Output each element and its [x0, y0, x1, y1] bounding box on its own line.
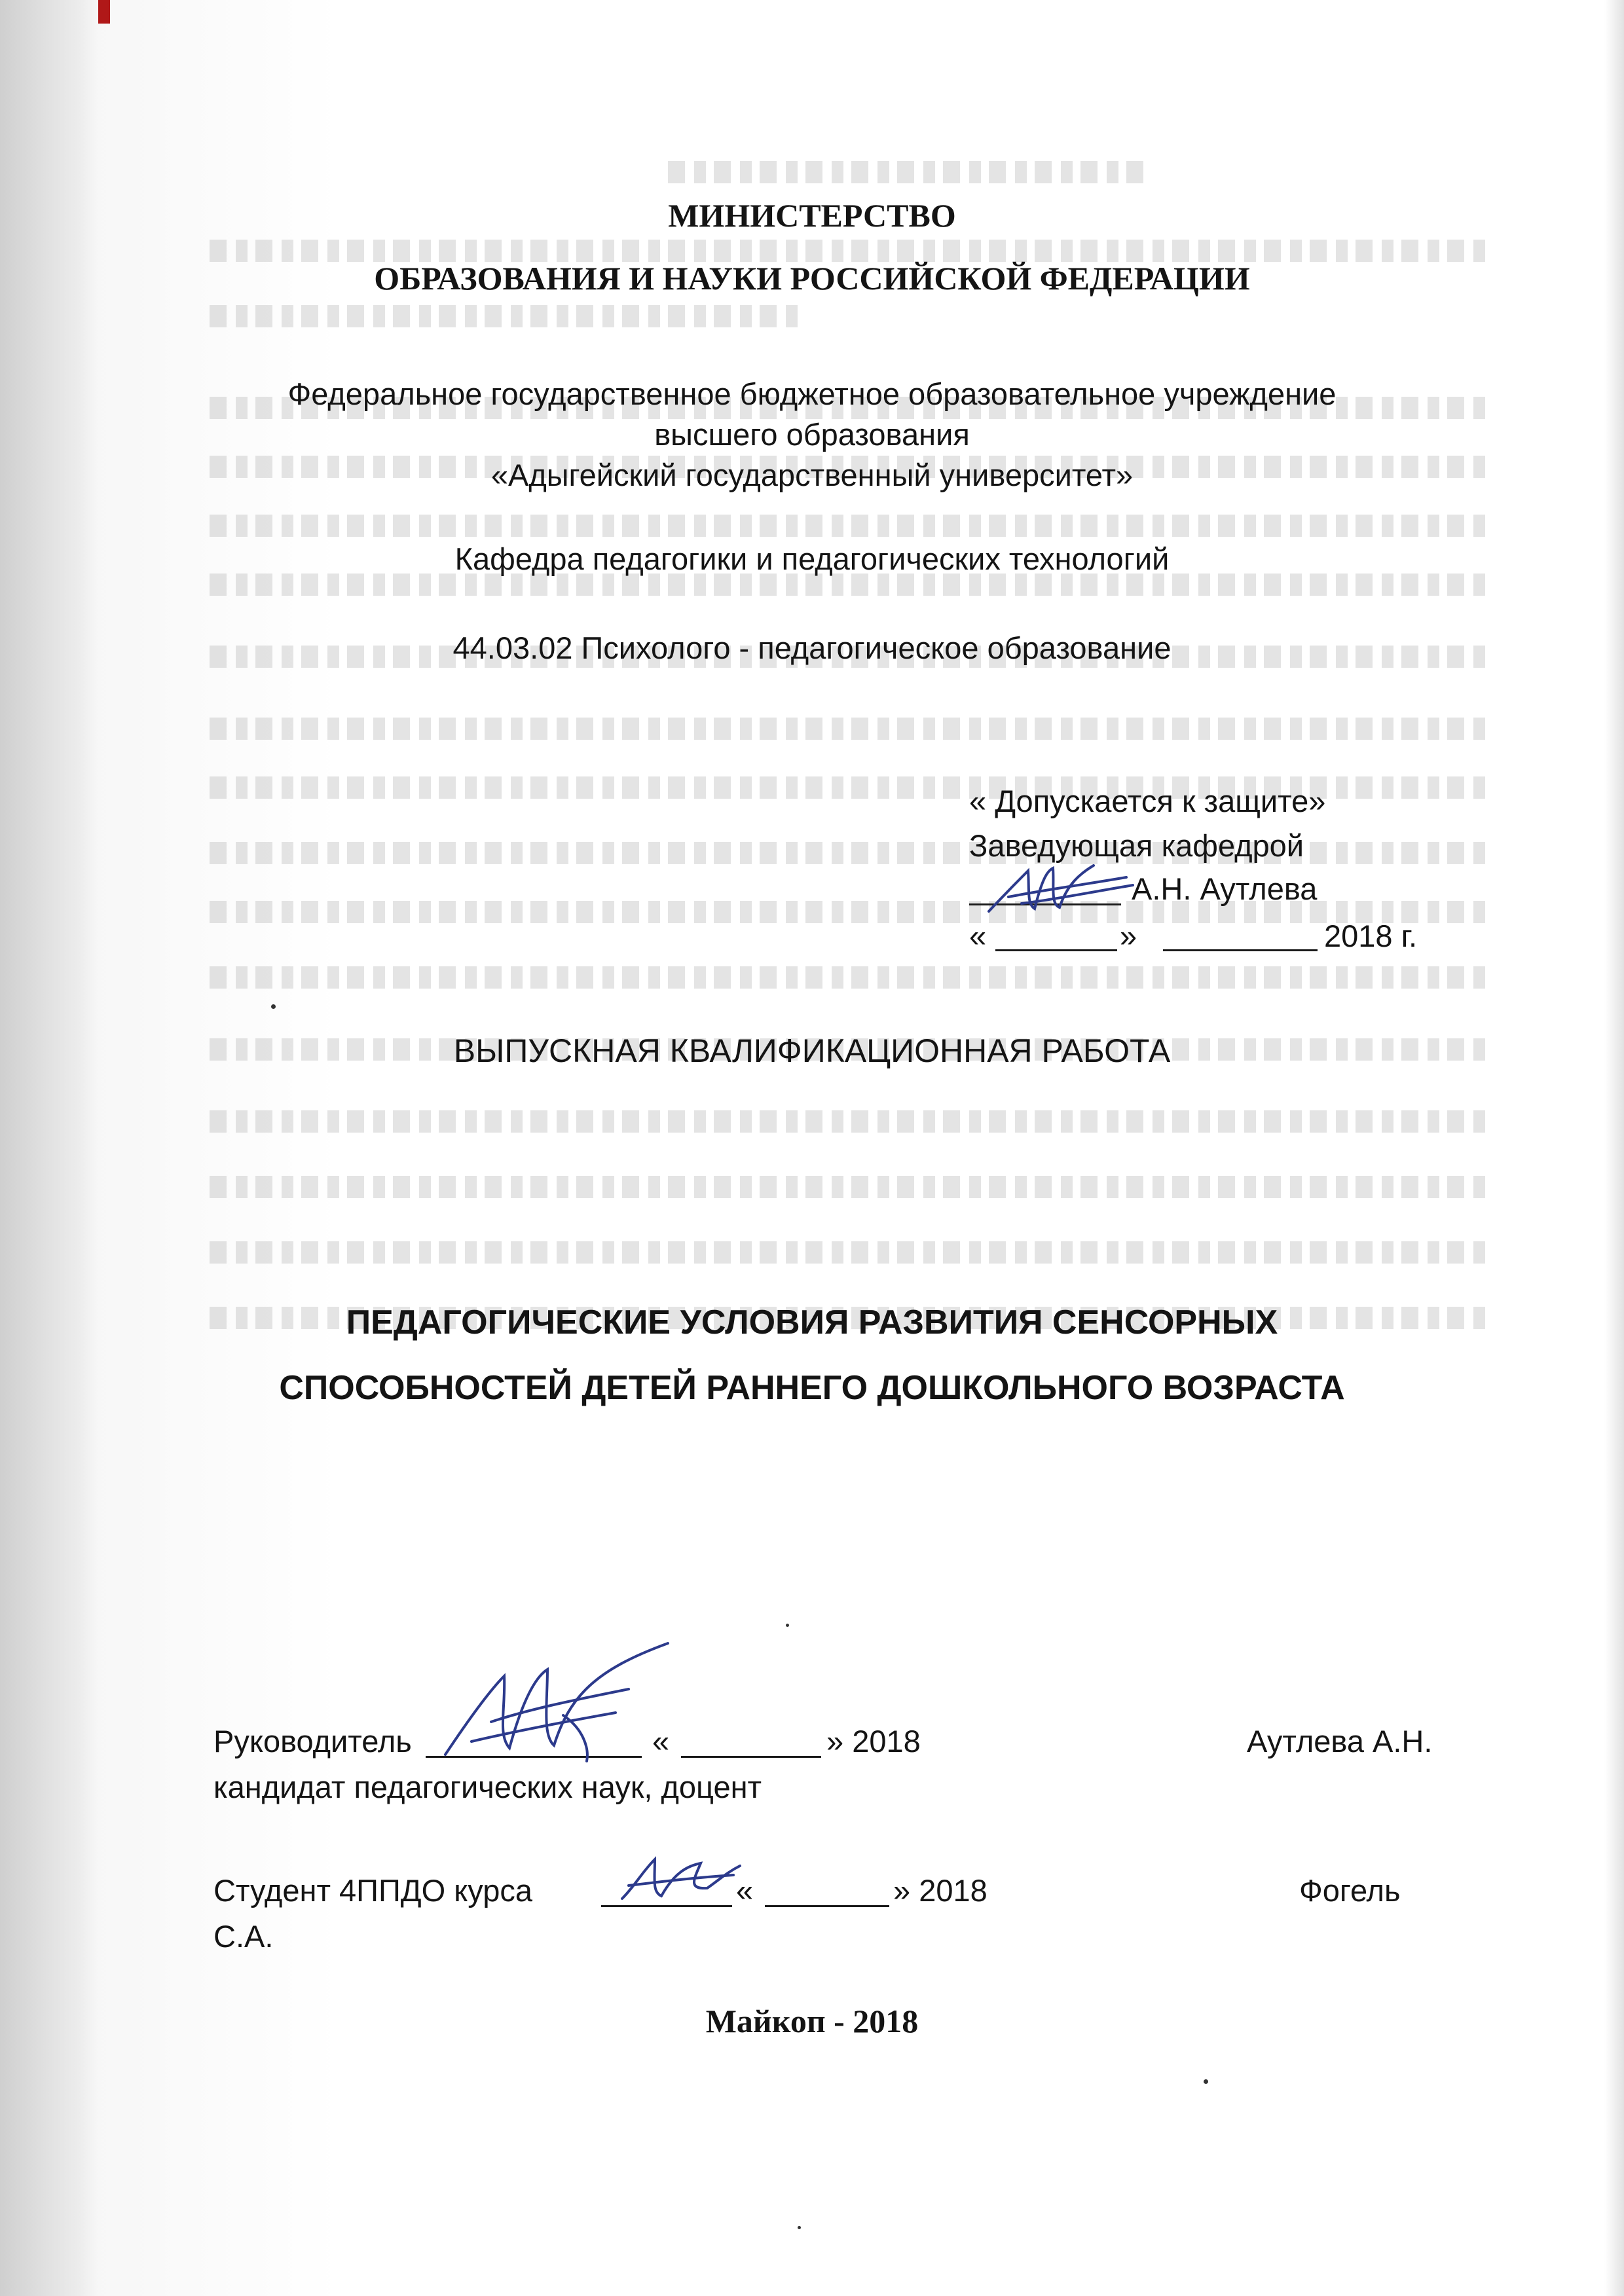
student-signature [616, 1846, 747, 1912]
approval-position: Заведующая кафедрой [969, 828, 1304, 863]
department-name: Кафедра педагогики и педагогических технологий [454, 541, 1170, 576]
city-year: Майкоп - 2018 [705, 2003, 919, 2039]
binding-shadow [0, 0, 98, 2296]
approval-date-open-quote: « [969, 919, 987, 953]
scan-speck [271, 1004, 276, 1009]
approval-date-close-quote: » [1120, 919, 1137, 953]
student-initials: С.А. [213, 1919, 274, 1954]
approval-month-line [1163, 949, 1318, 951]
student-date-line [765, 1905, 889, 1907]
thesis-title-line-1: ПЕДАГОГИЧЕСКИЕ УСЛОВИЯ РАЗВИТИЯ СЕНСОРНЫХ [346, 1303, 1278, 1341]
supervisor-date-open: « [652, 1724, 670, 1758]
scan-speck [798, 2226, 801, 2229]
ministry-line-2: ОБРАЗОВАНИЯ И НАУКИ РОССИЙСКОЙ ФЕДЕРАЦИИ [374, 260, 1250, 297]
approval-day-line [995, 949, 1117, 951]
ministry-line-1: МИНИСТЕРСТВО [668, 197, 956, 234]
approval-title: « Допускается к защите» [969, 784, 1326, 818]
supervisor-name: Аутлева А.Н. [1247, 1724, 1433, 1758]
student-surname: Фогель [1299, 1873, 1401, 1908]
corner-mark [98, 0, 110, 24]
university-name: «Адыгейский государственный университет» [490, 458, 1134, 492]
work-type: ВЫПУСКНАЯ КВАЛИФИКАЦИОННАЯ РАБОТА [453, 1032, 1171, 1069]
program-name: 44.03.02 Психолого - педагогическое образование [452, 630, 1172, 665]
institution-type: Федеральное государственное бюджетное образовательное учреждение [287, 376, 1337, 411]
student-label: Студент 4ППДО курса [213, 1873, 533, 1908]
supervisor-signature [432, 1637, 681, 1768]
education-level: высшего образования [654, 417, 970, 452]
thesis-title-line-2: СПОСОБНОСТЕЙ ДЕТЕЙ РАННЕГО ДОШКОЛЬНОГО ВОЗРАСТА [279, 1369, 1345, 1407]
approval-head-name: А.Н. Аутлева [1132, 871, 1318, 906]
approval-signature [982, 851, 1139, 923]
approval-year: 2018 г. [1324, 919, 1418, 953]
supervisor-degree: кандидат педагогических наук, доцент [213, 1770, 762, 1804]
supervisor-date-close: » 2018 [826, 1724, 921, 1758]
scan-speck [786, 1624, 789, 1627]
student-date-close: » 2018 [893, 1873, 987, 1908]
supervisor-date-line [681, 1756, 821, 1758]
supervisor-label: Руководитель [213, 1724, 412, 1758]
page-edge-shadow [1604, 0, 1624, 2296]
student-date-open: « [736, 1873, 754, 1908]
scan-speck [1204, 2079, 1208, 2084]
